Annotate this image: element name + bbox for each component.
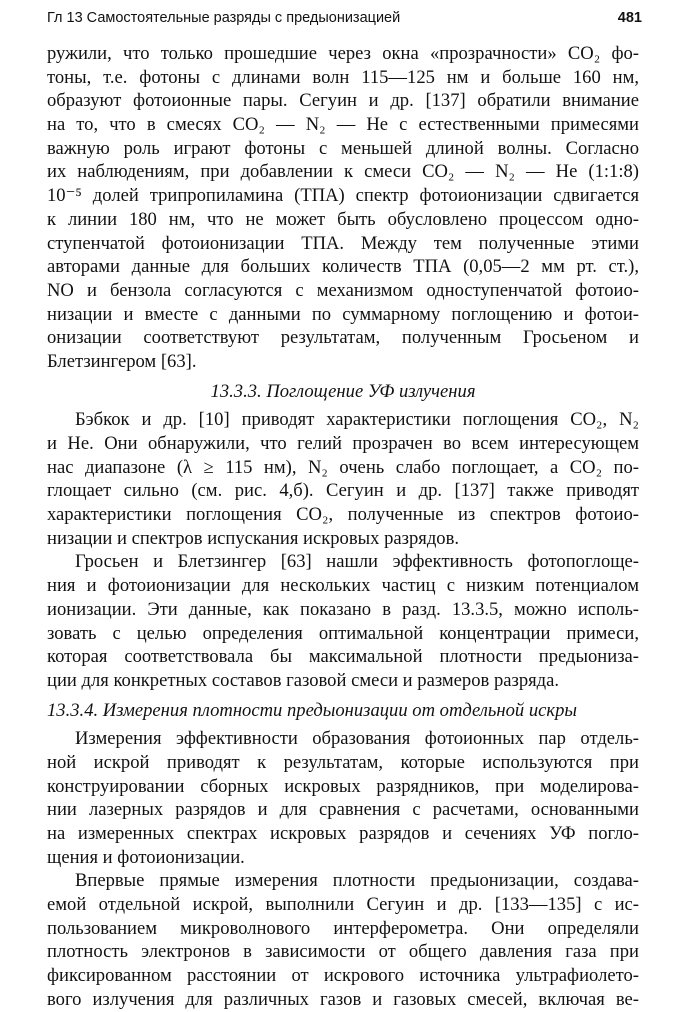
text-line: которая соответствовала бы максимальной плотности предыониза- xyxy=(47,646,639,668)
chapter-title: Гл 13 Самостоятельные разряды с предыонизацией xyxy=(47,10,401,26)
text-line: ции для конкретных составов газовой смеси и размеров разряда. xyxy=(47,669,560,691)
text-line: ния и фотоионизации для нескольких частиц с низким потенциалом xyxy=(47,575,639,597)
text-line: Впервые прямые измерения плотности предыонизации, создава- xyxy=(75,870,639,892)
text-line: их наблюдениям, при добавлении к смеси CO₂ — N₂ — He (1:1:8) xyxy=(47,161,639,183)
body-text xyxy=(47,42,639,1012)
text-line: NO и бензола согласуются с механизмом одноступенчатой фотоио- xyxy=(47,279,639,301)
text-line: тоны, т.е. фотоны с длинами волн 115—125 нм и больше 160 нм, xyxy=(47,66,639,88)
section-heading-uv-absorption: 13.3.3. Поглощение УФ излучения xyxy=(210,380,476,402)
text-line: характеристики поглощения CO₂, полученные из спектров фотоио- xyxy=(47,504,639,526)
paragraph-measurements xyxy=(47,727,639,869)
paragraph-grosjean xyxy=(47,550,639,692)
text-line: Блетзингером [63]. xyxy=(47,350,197,372)
paragraph-babcock xyxy=(47,408,639,550)
section-heading-preionization-measurements: 13.3.4. Измерения плотности предыонизации от отдельной искры xyxy=(47,699,577,721)
text-line: онизации соответствуют результатам, полученным Гросьеном и xyxy=(47,327,639,349)
text-line: щения и фотоионизации. xyxy=(47,846,245,868)
text-line: Гросьен и Блетзингер [63] нашли эффективность фотопоглоще- xyxy=(75,551,639,573)
text-line: на то, что в смесях CO₂ — N₂ — He с естественными примесями xyxy=(47,114,639,136)
text-line: образуют фотоионные пары. Сегуин и др. [137] обратили внимание xyxy=(47,90,639,112)
text-line: пользованием микроволнового интерферометра. Они определяли xyxy=(47,917,639,939)
text-line: и He. Они обнаружили, что гелий прозрачен во всем интересующем xyxy=(47,433,639,454)
page-number: 481 xyxy=(617,10,642,26)
paragraph-first-measurements xyxy=(47,869,639,1011)
text-line: вого излучения для различных газов и газовых смесей, включая ве- xyxy=(47,988,639,1010)
text-line: к линии 180 нм, что не может быть обусловлено процессом одно- xyxy=(47,208,639,230)
running-head xyxy=(47,10,642,32)
text-line: Измерения эффективности образования фотоионных пар отдель- xyxy=(75,728,639,750)
paragraph-intro xyxy=(47,42,639,374)
text-line: нии лазерных разрядов и для сравнения с расчетами, основанными xyxy=(47,799,639,821)
text-line: ступенчатой фотоионизации ТПА. Между тем полученные этими xyxy=(47,232,639,254)
text-line: авторами данные для больших количеств ТПА (0,05—2 мм рт. ст.), xyxy=(47,256,639,278)
text-line: ной искрой приводят к результатам, которые используются при xyxy=(47,751,639,773)
text-line: нас диапазоне (λ ≥ 115 нм), N₂ очень слабо поглощает, а CO₂ по- xyxy=(47,456,639,478)
text-line: ионизации. Эти данные, как показано в разд. 13.3.5, можно исполь- xyxy=(47,598,639,620)
text-line: важную роль играют фотоны с меньшей длиной волны. Согласно xyxy=(47,137,639,159)
text-line: 10⁻⁵ долей трипропиламина (ТПА) спектр фотоионизации сдвигается xyxy=(47,185,639,207)
text-line: глощает сильно (см. рис. 4,б). Сегуин и др. [137] также приводят xyxy=(47,480,639,502)
text-line: конструировании сборных искровых разрядников, при моделирова- xyxy=(47,775,639,797)
text-line: Бэбкок и др. [10] приводят характеристики поглощения CO₂, N₂ xyxy=(75,409,639,431)
text-line: на измеренных спектрах искровых разрядов и сечениях УФ погло- xyxy=(47,823,639,844)
text-line: фиксированном расстоянии от искрового источника ультрафиолето- xyxy=(47,965,639,987)
text-line: зовать с целью определения оптимальной концентрации примеси, xyxy=(47,622,639,644)
text-line: емой отдельной искрой, выполнили Сегуин и др. [133—135] с ис- xyxy=(47,894,639,916)
text-line: низации и спектров испускания искровых разрядов. xyxy=(47,527,460,549)
text-line: ружили, что только прошедшие через окна «прозрачности» CO₂ фо- xyxy=(47,43,639,64)
text-line: плотность электронов в зависимости от общего давления газа при xyxy=(47,941,639,963)
text-line: низации и вместе с данными по суммарному поглощению и фотои- xyxy=(47,303,639,325)
